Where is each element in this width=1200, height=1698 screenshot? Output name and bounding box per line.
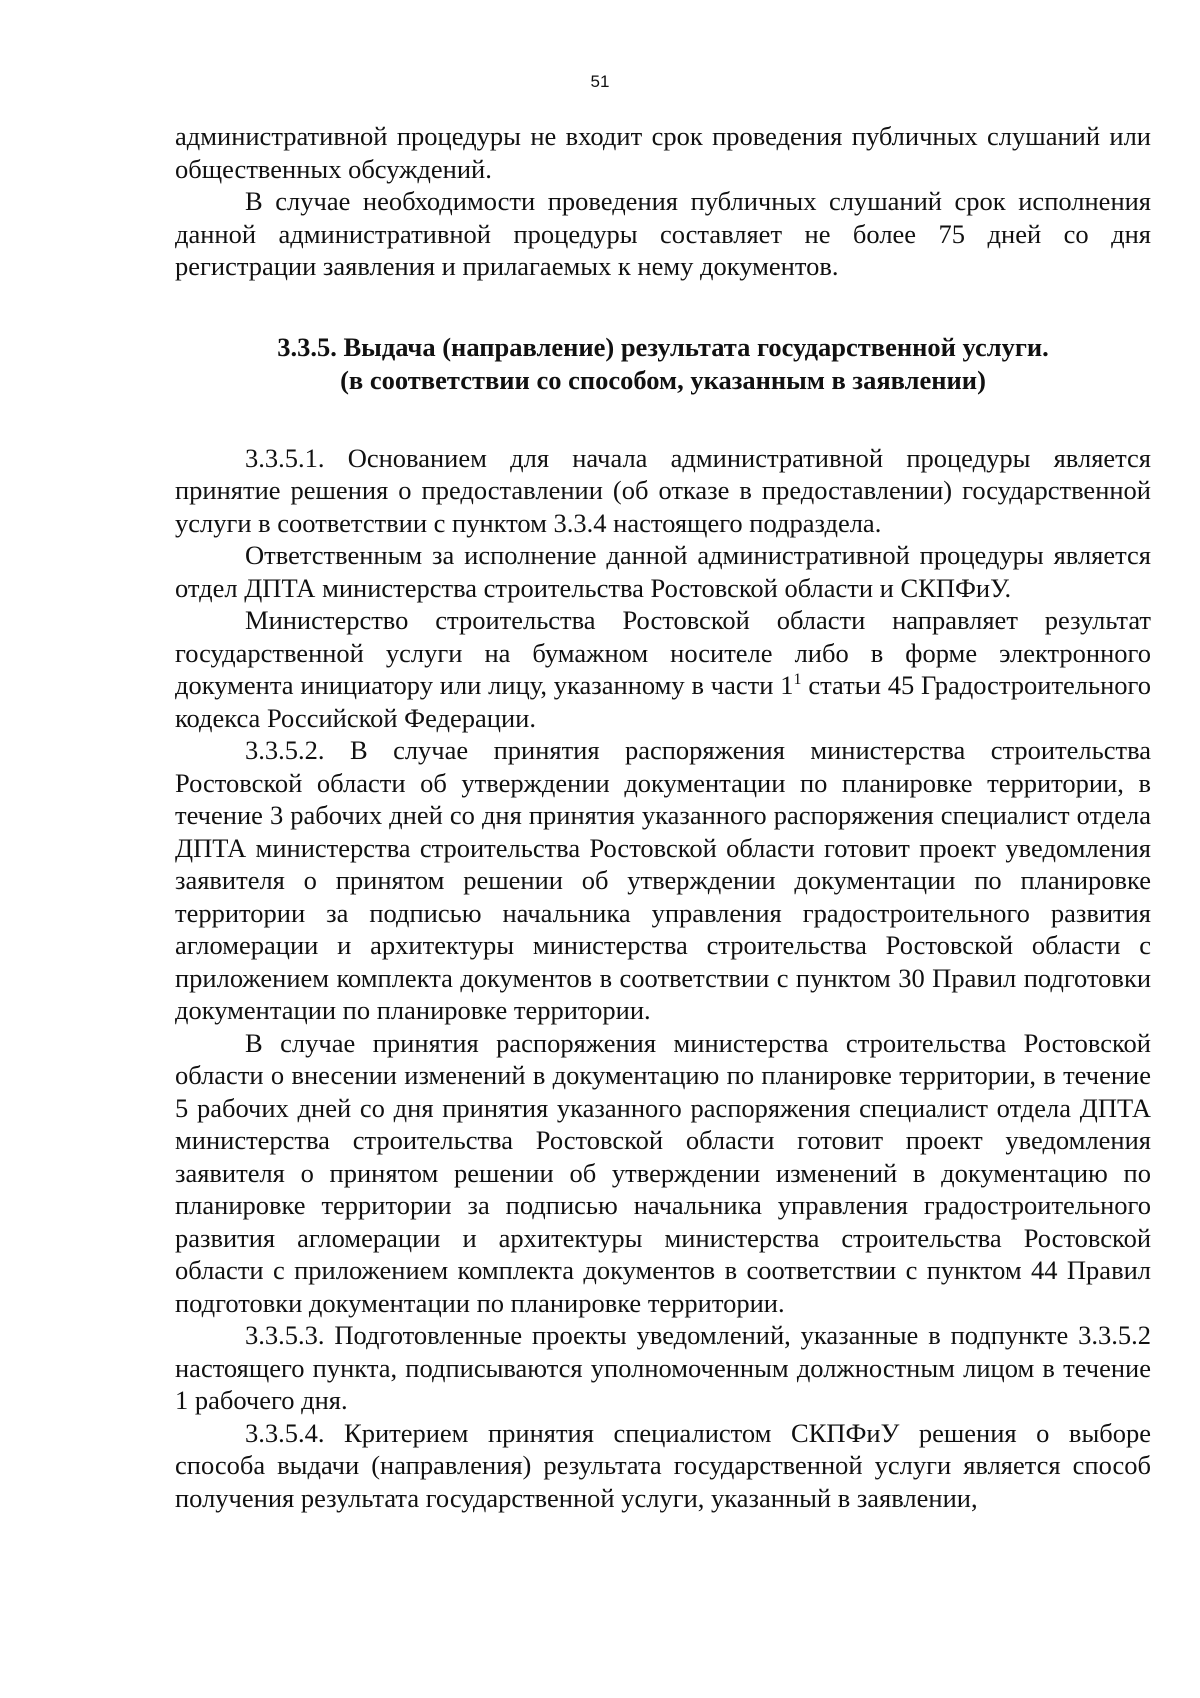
section-heading [175, 331, 1151, 397]
paragraph-3-3-5-3: 3.3.5.3. Подготовленные проекты уведомлений, указанные в подпункте 3.3.5.2 настоящего пункта, подписываются уполномоченным должностным лицом в течение 1 рабочего дня. [175, 1320, 1151, 1415]
paragraph-3-3-5-1: 3.3.5.1. Основанием для начала административной процедуры является принятие решения о предоставлении (об отказе в предоставлении) государственной услуги в соответствии с пунктом 3.3.4 настоящего подраздела. [175, 442, 1151, 538]
section-heading-line-1: 3.3.5. Выдача (направление) результата государственной услуги. [277, 331, 1049, 362]
document-body [175, 120, 1151, 1514]
ministry-text-main: Министерство строительства Ростовской области направляет результат государственной услуги на бумажном носителе либо в форме электронного документа инициатору или лицу, указанному в части 1 [175, 605, 1151, 700]
paragraph-public-hearings: В случае необходимости проведения публичных слушаний срок исполнения данной административной процедуры составляет не более 75 дней со дня регистрации заявления и прилагаемых к нему документов. [175, 186, 1151, 281]
paragraph-continuation: административной процедуры не входит срок проведения публичных слушаний или общественных обсуждений. [175, 121, 1151, 184]
ministry-text-tail: статьи 45 Градостроительного кодекса Российской Федерации. [175, 670, 1151, 733]
paragraph-ministry-result [175, 604, 1151, 734]
paragraph-3-3-5-4: 3.3.5.4. Критерием принятия специалистом СКПФиУ решения о выборе способа выдачи (направления) результата государственной услуги является способ получения результата государственной услуги, указанный в заявлении, [175, 1417, 1151, 1513]
paragraph-responsible: Ответственным за исполнение данной административной процедуры является отдел ДПТА министерства строительства Ростовской области и СКПФиУ. [175, 540, 1151, 603]
footnote-superscript: 1 [793, 671, 802, 688]
page-number: 51 [590, 72, 610, 91]
section-heading-line-2: (в соответствии со способом, указанным в заявлении) [340, 364, 986, 395]
paragraph-3-3-5-2: 3.3.5.2. В случае принятия распоряжения министерства строительства Ростовской области об утверждении документации по планировке территории, в течение 3 рабочих дней со дня принятия указанного распоряжения специалист отдела ДПТА министерства строительства Ростовской области готовит проект уведомления заявителя о принятом решении об утверждении документации по планировке территории за подписью начальника управления градостроительного развития агломерации и архитектуры министерства строительства Ростовской области с приложением комплекта документов в соответствии с пунктом 30 Правил подготовки документации по планировке территории. [175, 735, 1151, 1025]
paragraph-changes: В случае принятия распоряжения министерства строительства Ростовской области о внесении изменений в документацию по планировке территории, в течение 5 рабочих дней со дня принятия указанного распоряжения специалист отдела ДПТА министерства строительства Ростовской области готовит проект уведомления заявителя о принятом решении об утверждении изменений в документацию по планировке территории за подписью начальника управления градостроительного развития агломерации и архитектуры министерства строительства Ростовской области с приложением комплекта документов в соответствии с пунктом 44 Правил подготовки документации по планировке территории. [175, 1027, 1151, 1318]
